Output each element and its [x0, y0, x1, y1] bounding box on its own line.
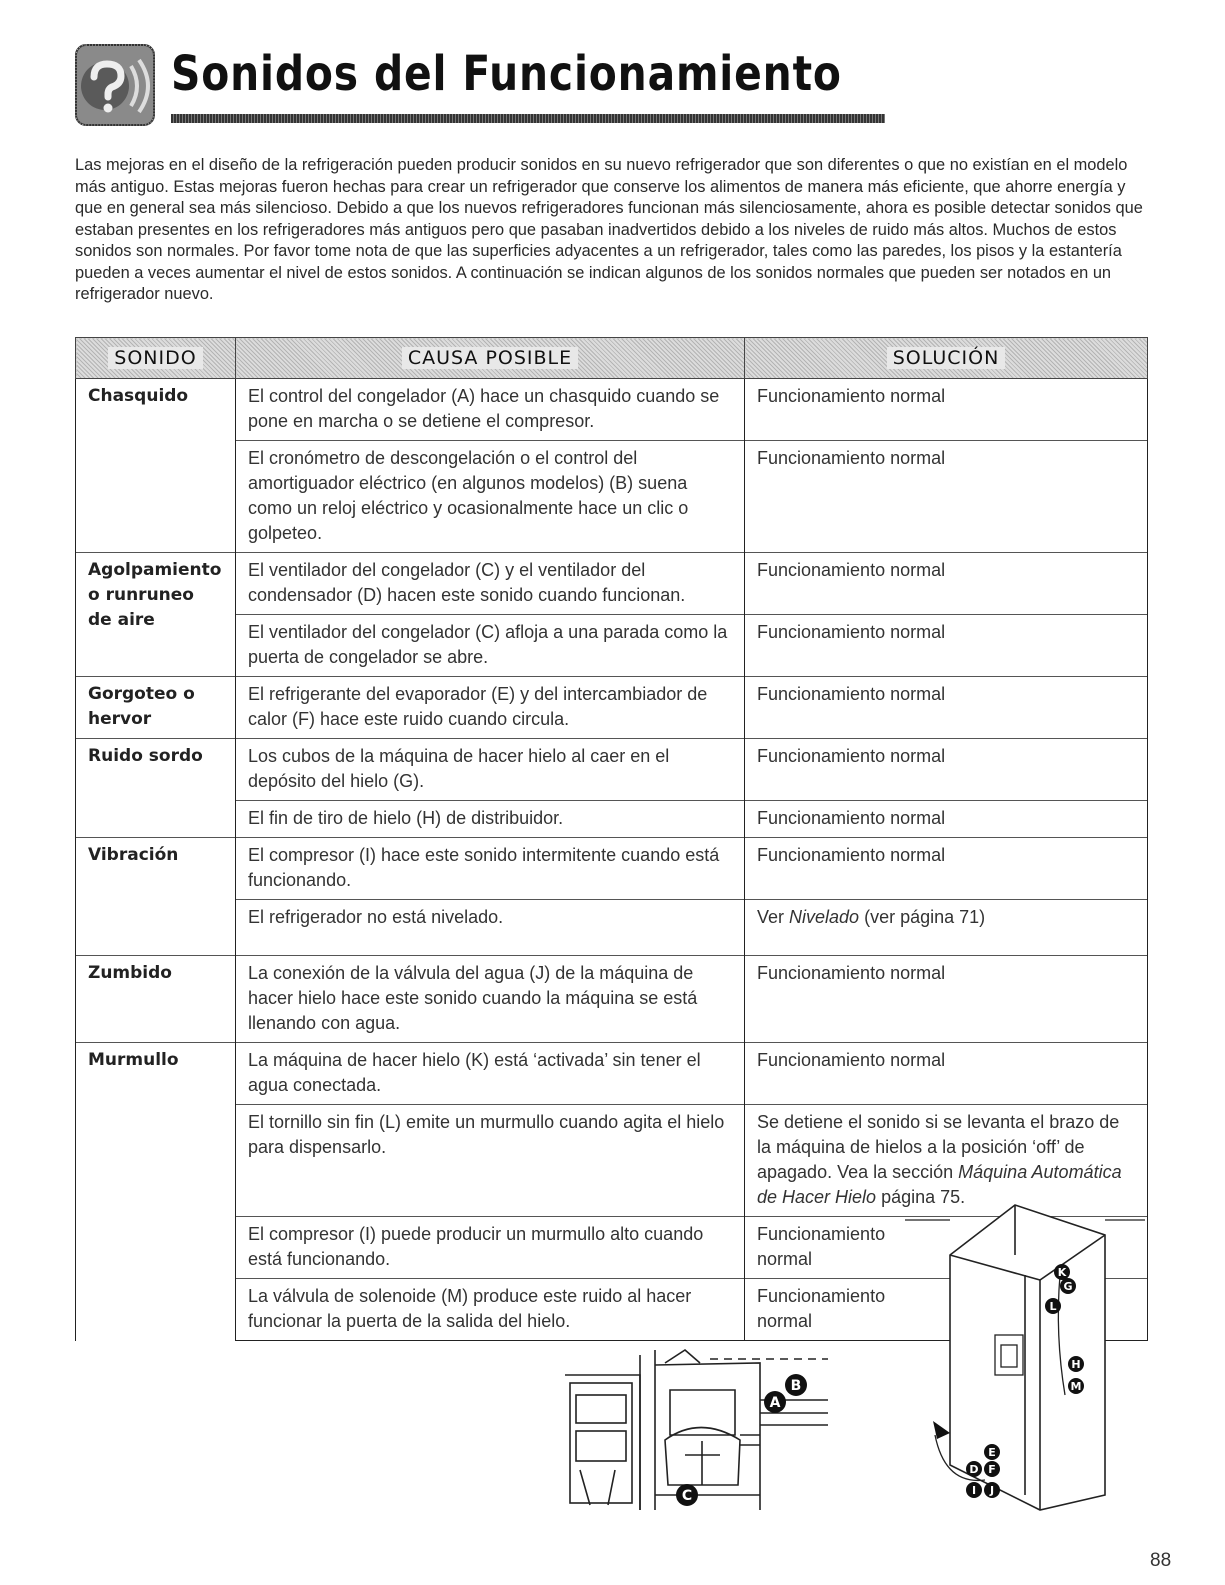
solution-cell: Funcionamiento normal [745, 838, 1148, 900]
marker-d: D [969, 1463, 979, 1476]
header-sound: SONIDO [76, 338, 236, 379]
cause-cell: El refrigerador no está nivelado. [236, 900, 745, 956]
sound-question-icon [75, 44, 155, 126]
cause-cell: La conexión de la válvula del agua (J) de la máquina de hacer hielo hace este sonido cuando la máquina se está llenando con agua. [236, 956, 745, 1043]
marker-h: H [1071, 1358, 1081, 1371]
solution-cell: Funcionamiento normal [745, 379, 1148, 441]
table-row [76, 956, 1148, 1043]
solution-cell: Funcionamiento normal [745, 441, 1148, 553]
solution-cell: Funcionamiento normal [745, 1279, 1148, 1341]
table-row [76, 441, 1148, 553]
solution-cell: Funcionamiento normal [745, 553, 1148, 615]
marker-a: A [769, 1395, 781, 1411]
cause-cell: El compresor (I) hace este sonido intermitente cuando está funcionando. [236, 838, 745, 900]
cause-cell: El cronómetro de descongelación o el control del amortiguador eléctrico (en algunos modelos) (B) suena como un reloj eléctrico y ocasionalmente hace un clic o golpeteo. [236, 441, 745, 553]
marker-c: C [681, 1488, 693, 1504]
title-underline [171, 114, 885, 123]
marker-f: F [988, 1463, 996, 1476]
marker-b: B [790, 1378, 802, 1394]
cause-cell: Los cubos de la máquina de hacer hielo al caer en el depósito del hielo (G). [236, 739, 745, 801]
sound-cell: Gorgoteo o hervor [76, 677, 236, 739]
cause-cell: La válvula de solenoide (M) produce este ruido al hacer funcionar la puerta de la salida del hielo. [236, 1279, 745, 1341]
cause-cell: El tornillo sin fin (L) emite un murmullo cuando agita el hielo para dispensarlo. [236, 1105, 745, 1217]
table-row [76, 553, 1148, 615]
marker-j: J [989, 1484, 995, 1497]
header-solution: SOLUCIÓN [745, 338, 1148, 379]
marker-l: L [1049, 1300, 1057, 1313]
table-header-row [76, 338, 1148, 379]
page-title: Sonidos del Funcionamiento [171, 46, 842, 102]
solution-cell: Funcionamiento normal [745, 1217, 1148, 1279]
table-row [76, 838, 1148, 900]
cause-cell: La máquina de hacer hielo (K) está ‘activada’ sin tener el agua conectada. [236, 1043, 745, 1105]
solution-cell: Funcionamiento normal [745, 677, 1148, 739]
cause-cell: El control del congelador (A) hace un chasquido cuando se pone en marcha o se detiene el compresor. [236, 379, 745, 441]
cause-cell: El ventilador del congelador (C) afloja a una parada como la puerta de congelador se abre. [236, 615, 745, 677]
icemaker-reference: Máquina Automática de Hacer Hielo [757, 1162, 1122, 1207]
freezer-compartment-illustration [560, 1345, 830, 1515]
solution-cell: Funcionamiento normal [745, 615, 1148, 677]
cause-cell: El compresor (I) puede producir un murmullo alto cuando está funcionando. [236, 1217, 745, 1279]
marker-g: G [1063, 1280, 1073, 1293]
intro-paragraph: Las mejoras en el diseño de la refrigeración pueden producir sonidos en su nuevo refrigerador que son diferentes o que no existían en el modelo más antiguo. Estas mejoras fueron hechas para crear un refrigerador que conserve los alimentos de manera más eficiente, que ahorre energía y que en general sea más silencioso. Debido a que los nuevos refrigeradores funcionan más silenciosamente, ahora es posible detectar sonidos que estaban presentes en los refrigeradores más antiguos pero que pasaban inadvertidos debido a los niveles de ruido más altos. Muchos de estos sonidos son normales. Por favor tome nota de que las superficies adyacentes a un refrigerador, tales como las paredes, los pisos y la estantería pueden a veces aumentar el nivel de estos sonidos. A continuación se indican algunos de los sonidos normales que pueden ser notados en un refrigerador nuevo. [75, 156, 1143, 303]
solution-cell: Funcionamiento normal [745, 801, 1148, 838]
sound-cell: Murmullo [76, 1043, 236, 1341]
sound-cell: Agolpamiento o runruneo de aire [76, 553, 236, 677]
solution-cell: Funcionamiento normal [745, 956, 1148, 1043]
solution-cell: Funcionamiento normal [745, 739, 1148, 801]
marker-m: M [1070, 1380, 1082, 1393]
component-markers [676, 1374, 807, 1506]
marker-e: E [988, 1446, 996, 1459]
sound-cell: Vibración [76, 838, 236, 956]
table-row [76, 900, 1148, 956]
marker-k: K [1057, 1266, 1067, 1279]
sounds-table [75, 337, 1148, 1341]
sound-cell: Ruido sordo [76, 739, 236, 838]
page-number: 88 [1150, 1550, 1172, 1571]
page-header [75, 40, 842, 132]
level-reference: Nivelado [789, 907, 860, 927]
header-cause: CAUSA POSIBLE [236, 338, 745, 379]
refrigerator-illustration [905, 1195, 1145, 1515]
solution-cell: Ver Nivelado (ver página 71) [745, 900, 1148, 956]
marker-i: I [971, 1484, 977, 1497]
table-row [76, 739, 1148, 801]
cause-cell: El ventilador del congelador (C) y el ventilador del condensador (D) hacen este sonido cuando funcionan. [236, 553, 745, 615]
table-row [76, 1043, 1148, 1105]
table-row [76, 801, 1148, 838]
cause-cell: El fin de tiro de hielo (H) de distribuidor. [236, 801, 745, 838]
solution-cell: Se detiene el sonido si se levanta el brazo de la máquina de hielos a la posición ‘off’ de apagado. Vea la sección Máquina Automática de Hacer Hielo página 75. [745, 1105, 1148, 1217]
sound-cell: Chasquido [76, 379, 236, 553]
table-row [76, 379, 1148, 441]
table-row [76, 677, 1148, 739]
table-row [76, 615, 1148, 677]
solution-cell: Funcionamiento normal [745, 1043, 1148, 1105]
sound-cell: Zumbido [76, 956, 236, 1043]
cause-cell: El refrigerante del evaporador (E) y del intercambiador de calor (F) hace este ruido cuando circula. [236, 677, 745, 739]
